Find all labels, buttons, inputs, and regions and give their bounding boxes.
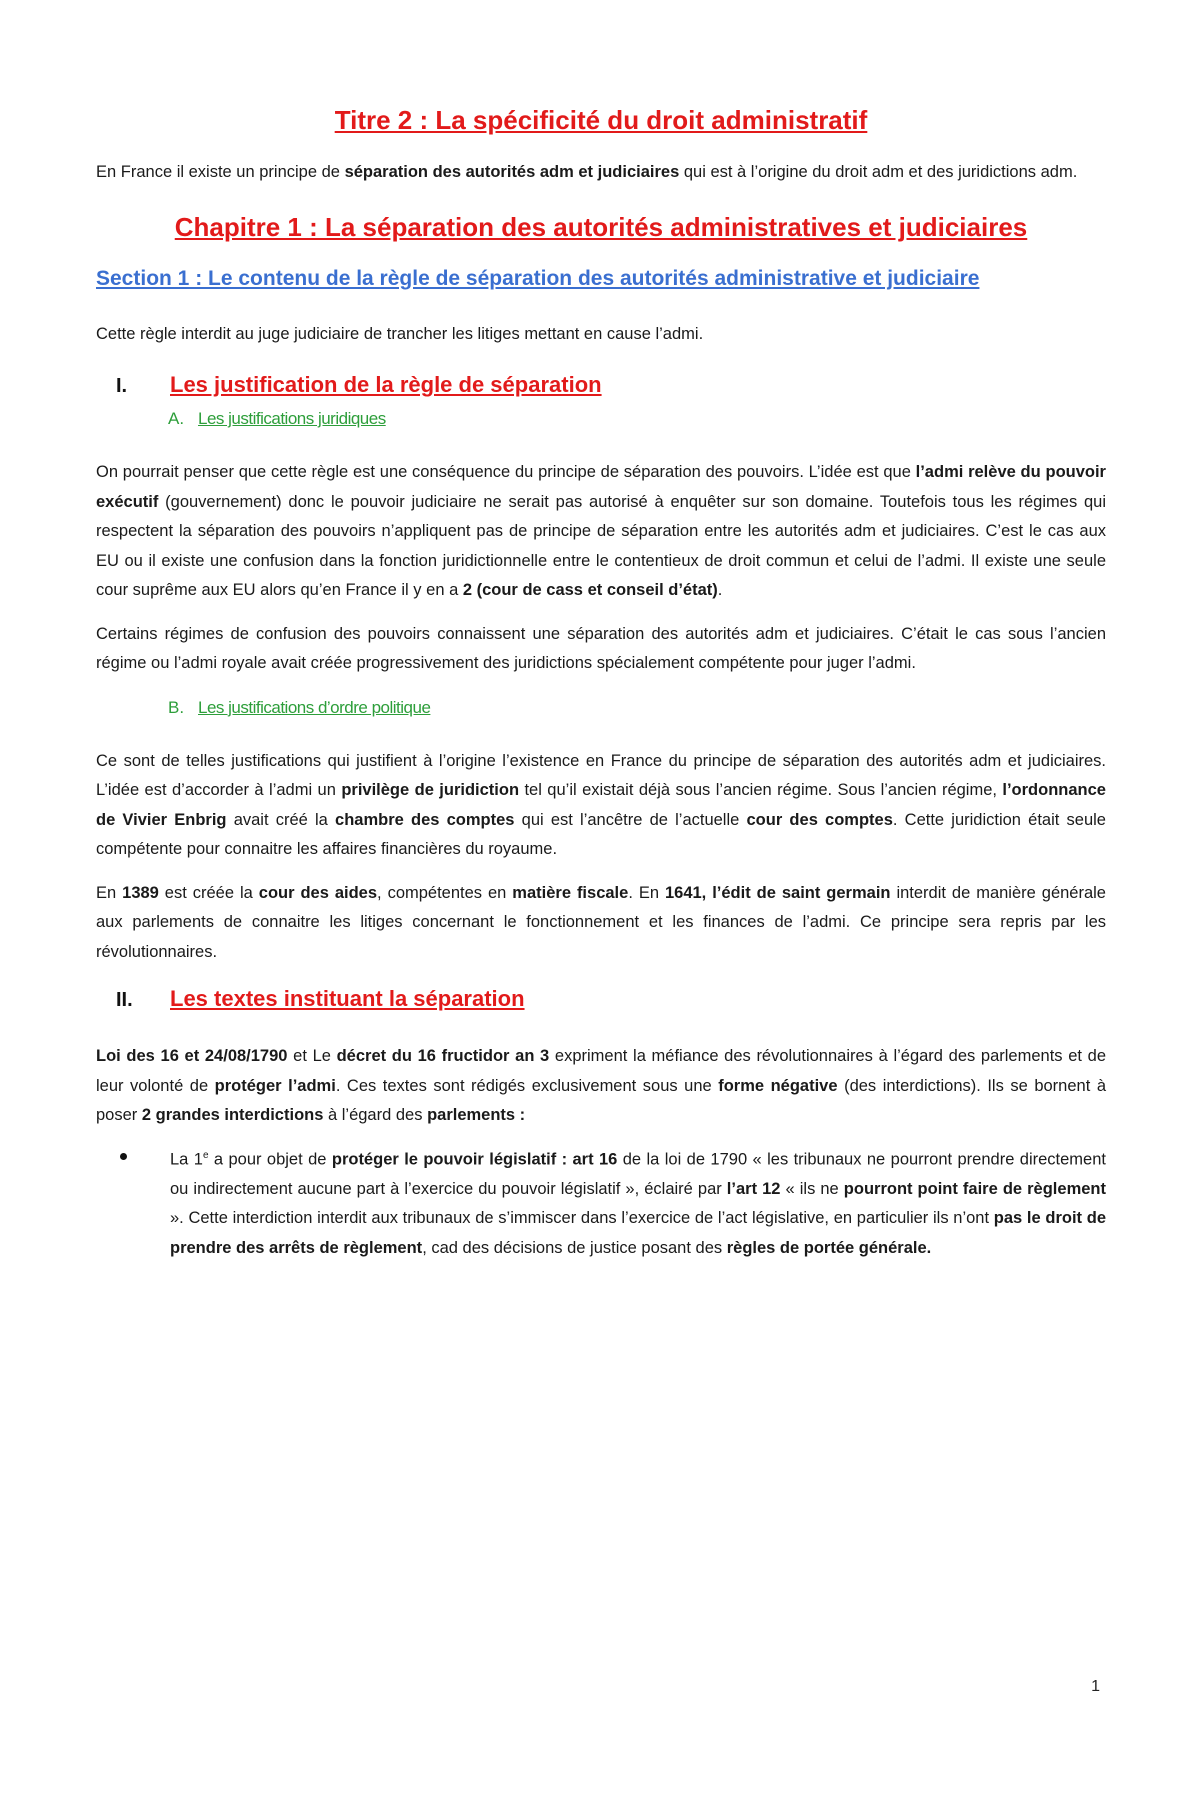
part-1-number: I. xyxy=(116,375,128,397)
intro-paragraph: En France il existe un principe de séparation des autorités adm et judiciaires qui est à l’origine du droit adm et des juridictions adm. xyxy=(96,163,1078,181)
section-heading: Section 1 : Le contenu de la règle de séparation des autorités administrative et judiciaire xyxy=(96,266,980,290)
page-number: 1 xyxy=(1091,1678,1100,1695)
document-title: Titre 2 : La spécificité du droit administratif xyxy=(334,105,868,135)
subsection-a-title: Les justifications juridiques xyxy=(198,409,386,428)
part-2-heading xyxy=(96,981,1106,1018)
paragraph-b1: Ce sont de telles justifications qui justifient à l’origine l’existence en France du principe de séparation des autorités adm et judiciaires. L’idée est d’accorder à l’admi un privilège de juridiction tel qu’il existait déjà sous l’ancien régime. Sous l’ancien régime, l’ordonnance de Vivier Enbrig avait créé la chambre des comptes qui est l’ancêtre de l’actuelle cour des comptes. Cette juridiction était seule compétente pour connaitre les affaires financières du royaume. xyxy=(96,751,1106,858)
paragraph-c1: Loi des 16 et 24/08/1790 et Le décret du 16 fructidor an 3 expriment la méfiance des révolutionnaires à l’égard des parlements et de leur volonté de protéger l’admi. Ces textes sont rédigés exclusivement sous une forme négative (des interdictions). Ils se bornent à poser 2 grandes interdictions à l’égard des parlements : xyxy=(96,1047,1107,1124)
document-page xyxy=(0,98,1200,1796)
chapter-heading: Chapitre 1 : La séparation des autorités administratives et judiciaires xyxy=(174,211,1028,242)
part-2-title: Les textes instituant la séparation xyxy=(170,986,525,1011)
subsection-b-title: Les justifications d’ordre politique xyxy=(198,697,431,717)
part-1-title: Les justification de la règle de séparation xyxy=(170,372,602,397)
bullet-icon xyxy=(120,1153,127,1160)
paragraph-a1: On pourrait penser que cette règle est une conséquence du principe de séparation des pouvoirs. L’idée est que l’admi relève du pouvoir exécutif (gouvernement) donc le pouvoir judiciaire ne serait pas autorisé à enquêter sur son domaine. Toutefois tous les régimes qui respectent la séparation des pouvoirs n’appliquent pas de principe de séparation entre les autorités adm et judiciaires. C’est le cas aux EU ou il existe une confusion dans la fonction juridictionnelle entre le contentieux de droit commun et celui de l’admi. Il existe une seule cour suprême aux EU alors qu’en France il y en a 2 (cour de cass et conseil d’état). xyxy=(96,463,1106,599)
part-2-number: II. xyxy=(116,989,133,1011)
part-1-heading xyxy=(96,367,1106,404)
paragraph-a2: Certains régimes de confusion des pouvoirs connaissent une séparation des autorités adm et judiciaires. C’était le cas sous l’ancien régime ou l’admi royale avait créée progressivement des juridictions spécialement compétente pour juger l’admi. xyxy=(96,624,1106,672)
subsection-a-heading xyxy=(96,404,1106,434)
bullet-list xyxy=(96,1141,1106,1264)
subsection-a-letter: A. xyxy=(168,409,185,428)
subsection-b-letter: B. xyxy=(168,697,185,717)
subsection-b-heading xyxy=(96,693,1106,723)
rule-paragraph: Cette règle interdit au juge judiciaire de trancher les litiges mettant en cause l’admi. xyxy=(96,324,704,343)
list-item: La 1e a pour objet de protéger le pouvoir législatif : art 16 de la loi de 1790 « les tribunaux ne pourront prendre directement ou indirectement aucune part à l’exercice du pouvoir législatif », éclairé par l’art 12 « ils ne pourront point faire de règlement ». Cette interdiction interdit aux tribunaux de s’immiscer dans l’exercice de l’act législative, en particulier ils n’ont pas le droit de prendre des arrêts de règlement, cad des décisions de justice posant des règles de portée générale. xyxy=(96,1141,1106,1264)
paragraph-b2: En 1389 est créée la cour des aides, compétentes en matière fiscale. En 1641, l’édit de saint germain interdit de manière générale aux parlements de connaitre les litiges concernant le fonctionnement et les finances de l’admi. Ce principe sera repris par les révolutionnaires. xyxy=(96,883,1106,961)
